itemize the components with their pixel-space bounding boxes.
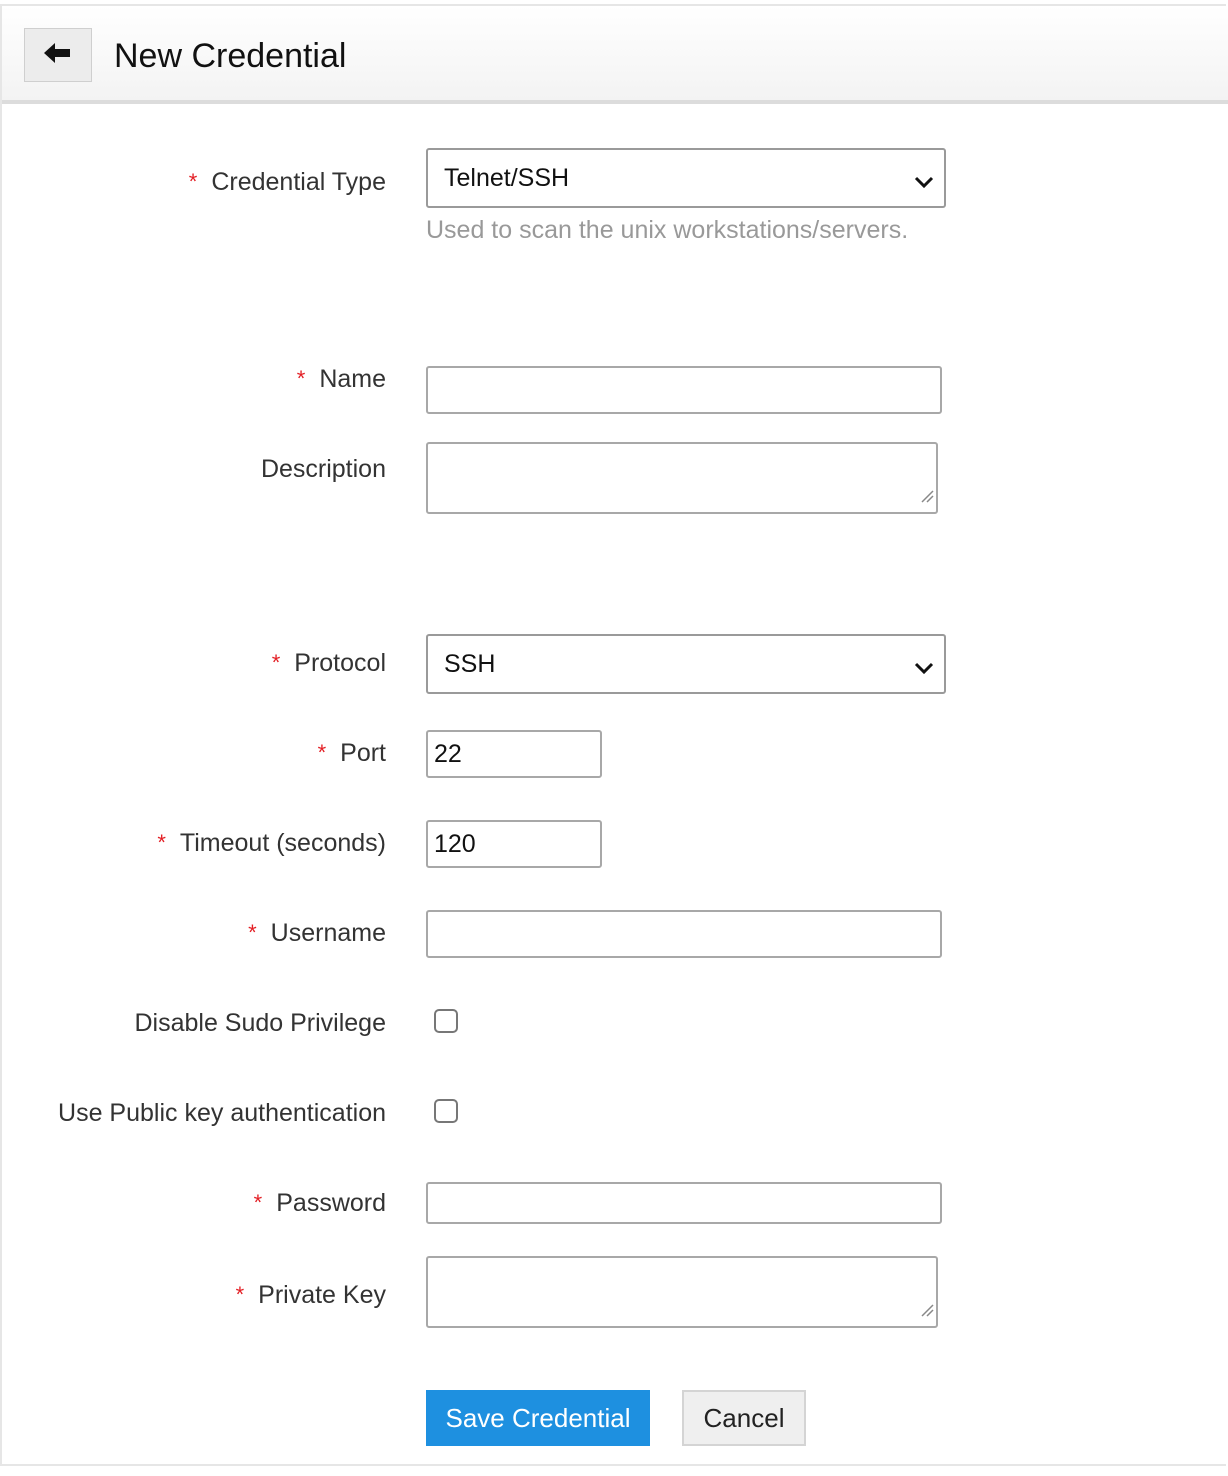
protocol-select[interactable] bbox=[426, 634, 946, 694]
timeout-input[interactable]: 120 bbox=[426, 820, 602, 868]
required-marker: * bbox=[253, 1190, 263, 1215]
disable-sudo-checkbox[interactable] bbox=[434, 1009, 458, 1033]
page-header bbox=[2, 6, 1228, 104]
password-label: * Password bbox=[253, 1189, 386, 1217]
arrow-left-icon bbox=[44, 42, 72, 69]
disable-sudo-label: Disable Sudo Privilege bbox=[134, 1009, 386, 1037]
page-title: New Credential bbox=[114, 37, 347, 75]
name-input[interactable] bbox=[426, 366, 942, 414]
required-marker: * bbox=[188, 169, 198, 194]
password-input[interactable] bbox=[426, 1182, 942, 1224]
chevron-down-icon bbox=[914, 655, 934, 684]
required-marker: * bbox=[296, 366, 306, 391]
username-input[interactable] bbox=[426, 910, 942, 958]
protocol-label: * Protocol bbox=[271, 649, 386, 677]
private-key-label: * Private Key bbox=[235, 1281, 386, 1309]
resize-grip-icon[interactable] bbox=[920, 1295, 934, 1324]
required-marker: * bbox=[317, 740, 327, 765]
public-key-auth-label: Use Public key authentication bbox=[58, 1099, 386, 1127]
credential-type-label: * Credential Type bbox=[188, 168, 386, 196]
required-marker: * bbox=[248, 920, 257, 945]
private-key-textarea[interactable] bbox=[426, 1256, 938, 1328]
description-label: Description bbox=[260, 455, 386, 483]
resize-grip-icon[interactable] bbox=[920, 481, 934, 510]
port-input[interactable]: 22 bbox=[426, 730, 602, 778]
save-credential-button[interactable]: Save Credential bbox=[426, 1390, 650, 1446]
required-marker: * bbox=[157, 830, 166, 855]
credential-type-select[interactable] bbox=[426, 148, 946, 208]
required-marker: * bbox=[235, 1282, 245, 1307]
required-marker: * bbox=[271, 650, 281, 675]
username-label: * Username bbox=[248, 919, 386, 947]
description-textarea[interactable] bbox=[426, 442, 938, 514]
back-button[interactable] bbox=[24, 28, 92, 82]
chevron-down-icon bbox=[914, 169, 934, 198]
timeout-label: * Timeout (seconds) bbox=[157, 829, 386, 857]
credential-type-hint: Used to scan the unix workstations/servers. bbox=[426, 216, 909, 244]
protocol-value: SSH bbox=[444, 649, 496, 678]
port-label: * Port bbox=[317, 739, 386, 767]
name-label: * Name bbox=[296, 365, 386, 393]
credential-type-value: Telnet/SSH bbox=[444, 163, 570, 192]
cancel-button[interactable]: Cancel bbox=[682, 1390, 806, 1446]
public-key-auth-checkbox[interactable] bbox=[434, 1099, 458, 1123]
